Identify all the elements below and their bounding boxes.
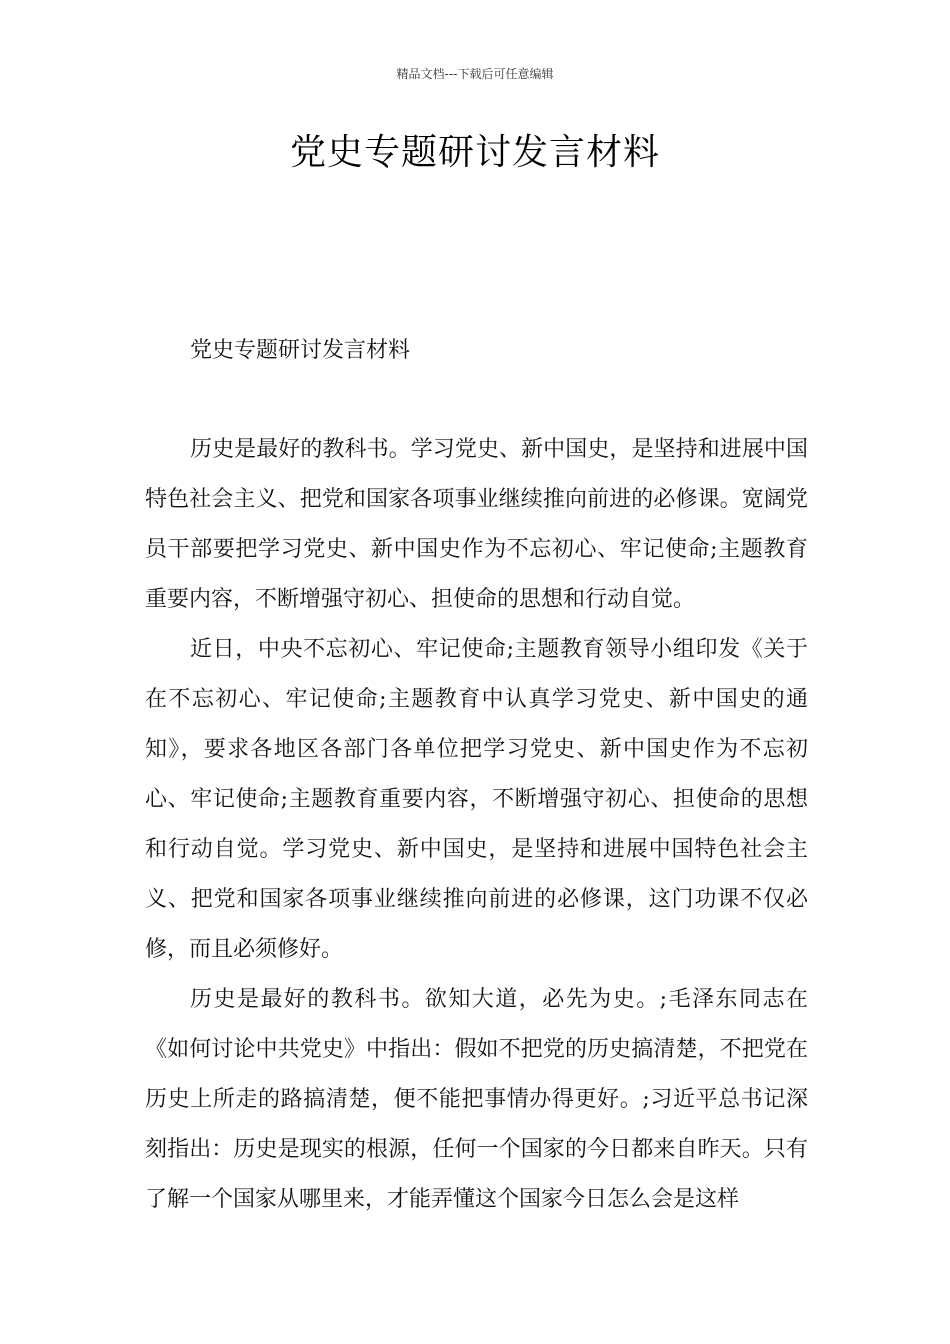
body-paragraph: 历史是最好的教科书。学习党史、新中国史，是坚持和进展中国特色社会主义、把党和国家各项事业继续推向前进的必修课。宽阔党员干部要把学习党史、新中国史作为不忘初心、牢记使命;主题教育重要内容，不断增强守初心、担使命的思想和行动自觉。 <box>145 437 808 612</box>
body-paragraph: 历史是最好的教科书。欲知大道，必先为史。;毛泽东同志在《如何讨论中共党史》中指出：假如不把党的历史搞清楚，不把党在历史上所走的路搞清楚，便不能把事情办得更好。;习近平总书记深刻指出：历史是现实的根源，任何一个国家的今日都来自昨天。只有了解一个国家从哪里来，才能弄懂这个国家今日怎么会是这样 <box>145 987 808 1212</box>
document-title: 党史专题研讨发言材料 <box>289 132 660 173</box>
document-body <box>145 425 808 1225</box>
document-subtitle: 党史专题研讨发言材料 <box>190 338 411 363</box>
body-paragraph: 近日，中央不忘初心、牢记使命;主题教育领导小组印发《关于在不忘初心、牢记使命;主题教育中认真学习党史、新中国史的通知》，要求各地区各部门各单位把学习党史、新中国史作为不忘初心、牢记使命;主题教育重要内容，不断增强守初心、担使命的思想和行动自觉。学习党史、新中国史，是坚持和进展中国特色社会主义、把党和国家各项事业继续推向前进的必修课，这门功课不仅必修，而且必须修好。 <box>145 637 808 962</box>
page-header-note: 精品文档---下载后可任意编辑 <box>396 67 554 81</box>
